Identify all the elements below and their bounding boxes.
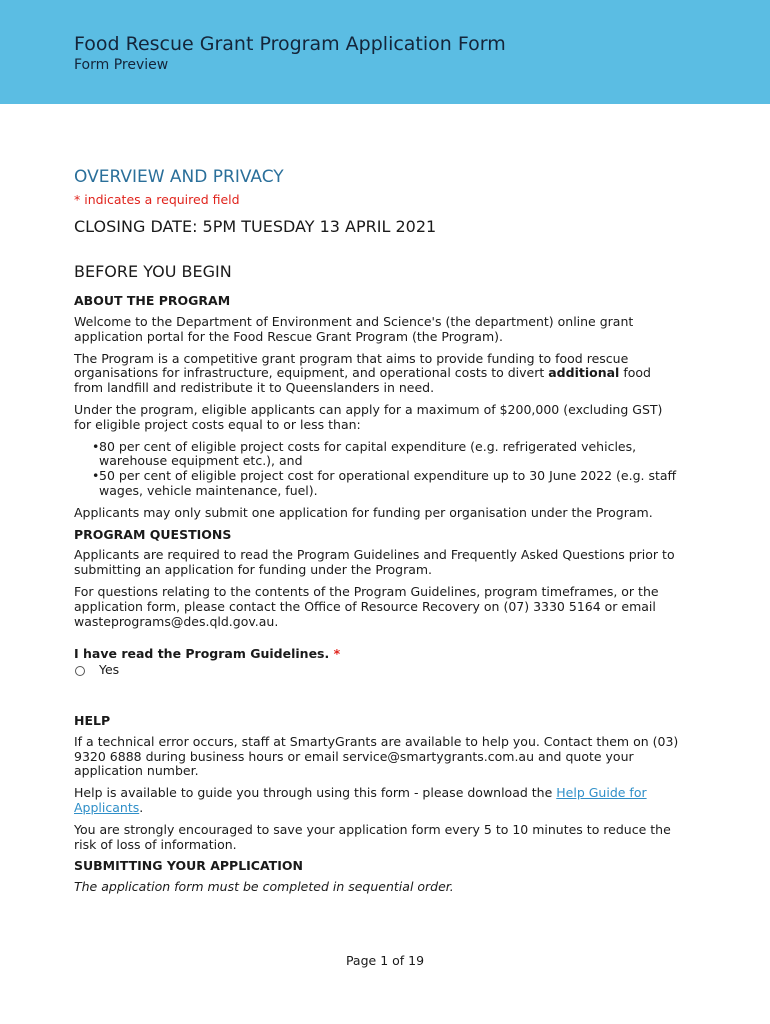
help-p2-text-end: . [139, 799, 144, 815]
about-p2-text-start: The Program is a competitive grant program that aims to provide funding to food rescue organisations for infrastructure, equipment, and operational costs to divert [74, 350, 629, 381]
about-paragraph-4: Applicants may only submit one application for funding per organisation under the Program. [74, 504, 653, 520]
form-title: Food Rescue Grant Program Application Form [74, 33, 506, 55]
guidelines-yes-option[interactable] [74, 663, 680, 678]
guidelines-question-label [74, 647, 680, 662]
list-item-text: 50 per cent of eligible project cost for operational expenditure up to 30 June 2022 (e.g. staff wages, vehicle maintenance, fuel). [99, 468, 677, 498]
about-paragraph-3: Under the program, eligible applicants can apply for a maximum of $200,000 (excluding GST) for eligible project costs equal to or less than: [74, 401, 663, 432]
about-paragraph-2 [74, 352, 680, 396]
before-you-begin-heading: BEFORE YOU BEGIN [74, 262, 232, 282]
list-item-text: 80 per cent of eligible project costs for capital expenditure (e.g. refrigerated vehicles, warehouse equipment etc.), and [99, 438, 637, 469]
help-paragraph-1: If a technical error occurs, staff at SmartyGrants are available to help you. Contact them on (03) 9320 6888 during business hours or email service@smartygrants.com.au and quote your application number. [74, 733, 679, 779]
about-p2-bold: additional [548, 365, 620, 381]
closing-date: CLOSING DATE: 5PM TUESDAY 13 APRIL 2021 [74, 216, 437, 236]
required-star: * [333, 646, 341, 662]
form-content [74, 167, 680, 902]
submitting-paragraph: The application form must be completed in sequential order. [74, 879, 454, 895]
help-guide-link[interactable]: Help Guide for Applicants [74, 785, 647, 815]
yes-option-label: Yes [99, 662, 120, 678]
question-text: I have read the Program Guidelines. [74, 646, 330, 662]
bullet-icon: • [92, 468, 100, 484]
list-item [74, 440, 680, 470]
help-paragraph-3: You are strongly encouraged to save your application form every 5 to 10 minutes to reduce the risk of loss of information. [74, 821, 671, 852]
questions-paragraph-1: Applicants are required to read the Program Guidelines and Frequently Asked Questions prior to submitting an application for funding under the Program. [74, 547, 675, 578]
program-questions-heading: PROGRAM QUESTIONS [74, 526, 232, 542]
bullet-icon: • [92, 438, 100, 454]
about-program-heading: ABOUT THE PROGRAM [74, 293, 231, 309]
about-p2-text-end: food from landfill and redistribute it to Queenslanders in need. [74, 365, 651, 396]
section-title: OVERVIEW AND PRIVACY [74, 167, 284, 187]
submitting-heading: SUBMITTING YOUR APPLICATION [74, 858, 303, 874]
about-paragraph-1: Welcome to the Department of Environment and Science's (the department) online grant application portal for the Food Rescue Grant Program (the Program). [74, 313, 634, 344]
help-paragraph-2 [74, 786, 680, 816]
form-header [0, 0, 770, 104]
eligible-costs-list [74, 440, 680, 499]
help-p2-text-start: Help is available to guide you through using this form - please download the [74, 785, 557, 801]
questions-paragraph-2: For questions relating to the contents of the Program Guidelines, program timeframes, or the application form, please contact the Office of Resource Recovery on (07) 3330 5164 or email wasteprograms@des.qld.gov.au. [74, 583, 659, 629]
page-number: Page 1 of 19 [345, 953, 425, 968]
help-heading: HELP [74, 712, 111, 728]
list-item [74, 469, 680, 499]
required-field-note: * indicates a required field [74, 191, 240, 207]
form-subtitle: Form Preview [74, 57, 169, 73]
yes-radio-button[interactable] [75, 666, 85, 676]
